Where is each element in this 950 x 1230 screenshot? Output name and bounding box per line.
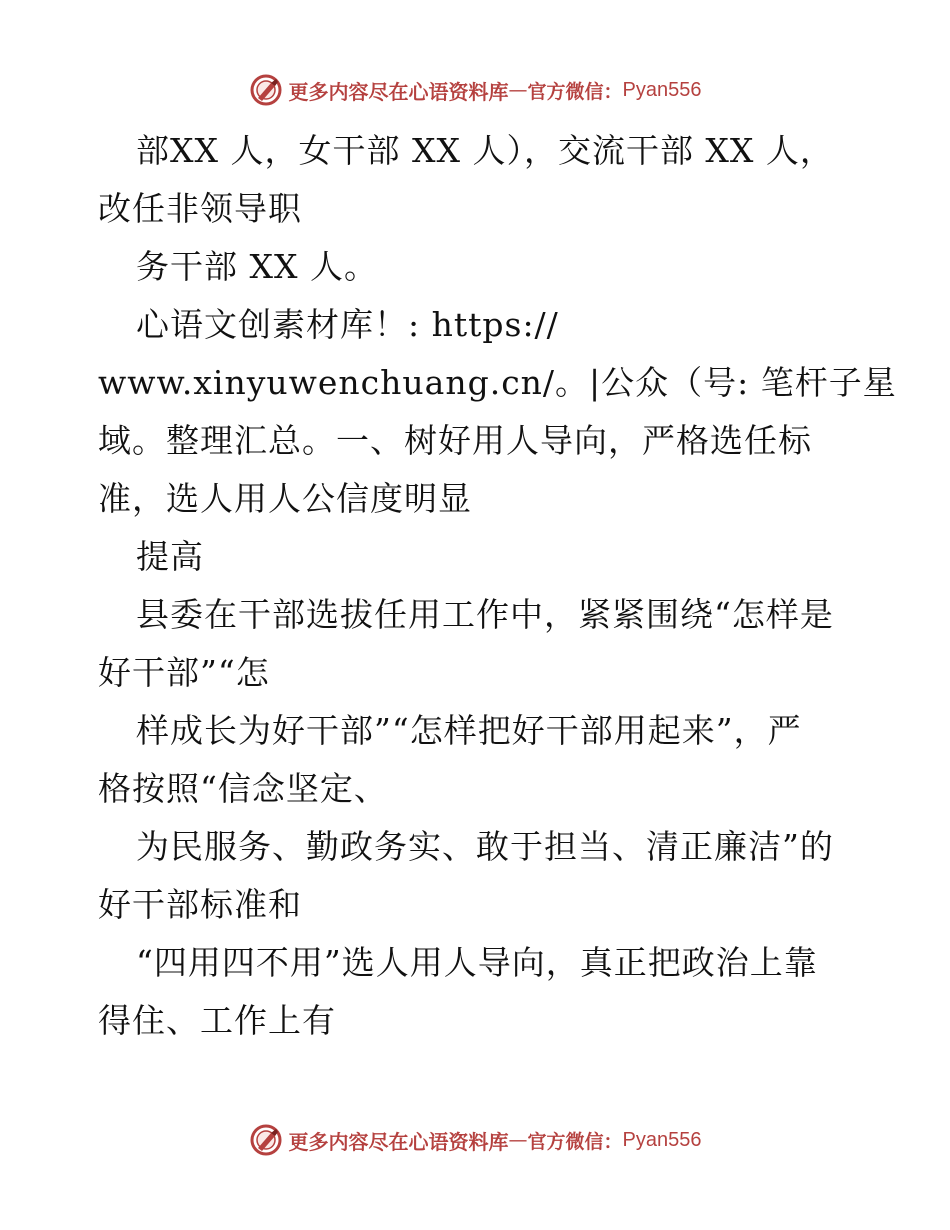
body-line: 县委在干部选拔任用工作中，紧紧围绕“怎样是	[136, 595, 834, 634]
header-banner	[0, 70, 950, 110]
body-line: 格按照“信念坚定、	[98, 769, 388, 808]
header-separator: —	[508, 79, 528, 101]
body-line: “四用四不用”选人用人导向，真正把政治上靠	[136, 943, 818, 982]
footer-banner	[0, 1120, 950, 1160]
footer-wechat-label: 官方微信：	[527, 1130, 623, 1153]
header-wechat-label: 官方微信：	[527, 80, 623, 103]
header-wechat-id: Pyan556	[622, 78, 702, 101]
body-line: 域。整理汇总。一、树好用人导向，严格选任标	[98, 421, 812, 460]
pen-nib-logo-icon	[249, 1123, 283, 1157]
body-line: 样成长为好干部”“怎样把好干部用起来”，严	[136, 711, 802, 750]
body-line: 为民服务、勤政务实、敢于担当、清正廉洁”的	[136, 827, 834, 866]
body-line: 部XX 人，女干部 XX 人），交流干部 XX 人，	[136, 131, 834, 170]
document-body	[98, 122, 897, 1050]
body-line: www.xinyuwenchuang.cn/。|公众（号: 笔杆子星	[98, 363, 897, 402]
body-line: 好干部”“怎	[98, 653, 270, 692]
footer-separator: —	[508, 1129, 528, 1151]
footer-site-text: 更多内容尽在心语资料库	[288, 1129, 509, 1154]
pen-nib-logo-icon	[249, 73, 283, 107]
footer-wechat-id: Pyan556	[622, 1128, 702, 1151]
body-line: 提高	[136, 537, 204, 576]
header-site-text: 更多内容尽在心语资料库	[288, 79, 509, 104]
body-line: 好干部标准和	[98, 885, 302, 924]
body-line: 改任非领导职	[98, 189, 302, 228]
body-line: 心语文创素材库！: https://	[136, 305, 559, 344]
body-line: 务干部 XX 人。	[136, 247, 378, 286]
body-line: 得住、工作上有	[98, 1001, 336, 1040]
body-line: 准，选人用人公信度明显	[98, 479, 472, 518]
